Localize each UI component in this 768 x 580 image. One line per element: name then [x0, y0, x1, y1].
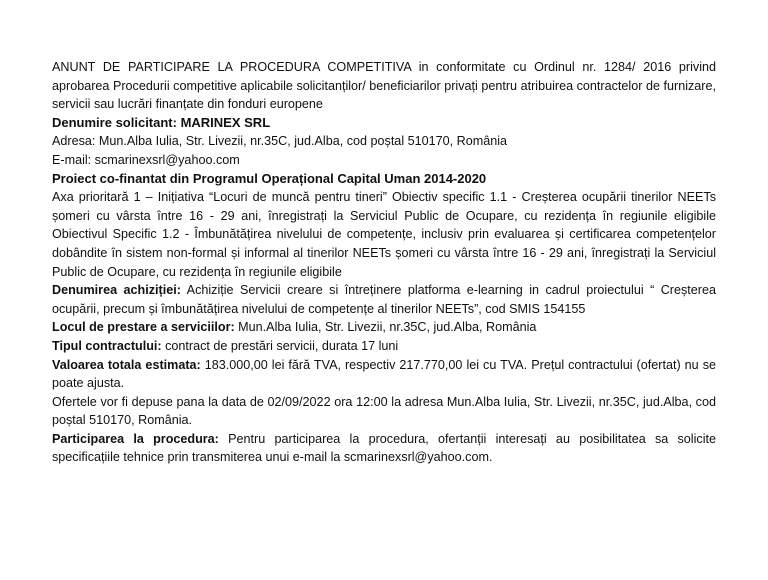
- project-heading: Proiect co-finantat din Programul Operațional Capital Uman 2014-2020: [52, 170, 487, 186]
- applicant-email: E-mail: scmarinexsrl@yahoo.com: [52, 152, 240, 167]
- announcement-document: [52, 58, 716, 467]
- participation-paragraph: [52, 430, 716, 467]
- applicant-address: Adresa: Mun.Alba Iulia, Str. Livezii, nr.35C, jud.Alba, cod poștal 510170, România: [52, 134, 508, 149]
- contract-type-text: contract de prestări servicii, durata 17 luni: [161, 338, 399, 353]
- value-label: Valoarea totala estimata:: [52, 357, 201, 372]
- intro-paragraph: ANUNT DE PARTICIPARE LA PROCEDURA COMPETITIVA in conformitate cu Ordinul nr. 1284/ 2016 privind aprobarea Procedurii competitive aplicabile solicitanților/ beneficiarilor privați pentru atribuirea contractelor de furnizare, servicii sau lucrări finanțate din fonduri europene: [52, 60, 716, 112]
- location-text: Mun.Alba Iulia, Str. Livezii, nr.35C, jud.Alba, România: [234, 320, 537, 335]
- value-paragraph: [52, 356, 716, 393]
- contract-type-label: Tipul contractului:: [52, 338, 162, 353]
- offers-paragraph: Ofertele vor fi depuse pana la data de 02/09/2022 ora 12:00 la adresa Mun.Alba Iulia, Str. Livezii, nr.35C, jud.Alba, cod poștal 510170, România.: [52, 394, 716, 428]
- participation-text: Pentru participarea la procedura, ofertanții interesați au posibilitatea sa solicite specificațiile tehnice prin transmiterea unui e-mail la scmarinexsrl@yahoo.com.: [52, 431, 716, 465]
- location-paragraph: [52, 318, 716, 337]
- participation-label: Participarea la procedura:: [52, 431, 219, 446]
- applicant-heading: Denumire solicitant: MARINEX SRL: [52, 114, 271, 130]
- value-text: 183.000,00 lei fără TVA, respectiv 217.770,00 lei cu TVA. Prețul contractului (ofertat) nu se poate ajusta.: [52, 357, 716, 391]
- project-description: Axa prioritară 1 – Inițiativa “Locuri de muncă pentru tineri” Obiectiv specific 1.1 - Creșterea ocupării tinerilor NEETs șomeri cu vârsta între 16 - 29 ani, înregistrați la Serviciul Public de Ocupare, cu rezidența în regiunile eligibile Obiectivul Specific 1.2 - Îmbunătățirea nivelului de competențe, inclusiv prin evaluarea și certificarea competențelor dobândite în sistem non-formal și informal al tinerilor NEETs șomeri cu vârsta între 16 - 29 ani, înregistrați la Serviciul Public de Ocupare, cu rezidența în regiunile eligibile: [52, 190, 716, 279]
- acquisition-label: Denumirea achiziției:: [52, 283, 181, 298]
- location-label: Locul de prestare a serviciilor:: [52, 320, 235, 335]
- contract-type-paragraph: [52, 337, 716, 356]
- acquisition-paragraph: [52, 281, 716, 318]
- acquisition-text: Achiziție Servicii creare si întreținere platforma e-learning in cadrul proiectului “ Creșterea ocupării, precum și îmbunătățirea nivelului de competențe al tinerilor NEETs”, cod SMIS 154155: [52, 283, 716, 316]
